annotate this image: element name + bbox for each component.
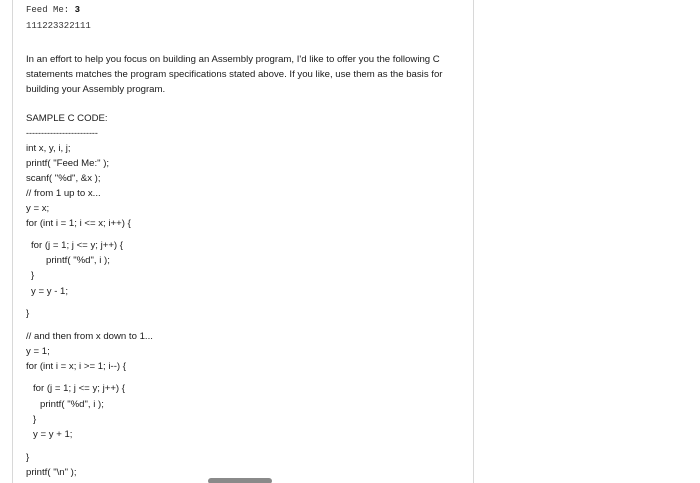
feed-me-value: 3 xyxy=(74,5,81,15)
code-line: printf( "%d", i ); xyxy=(46,255,110,266)
code-comment: // from 1 up to x... xyxy=(26,188,101,199)
divider-line: ------------------------ xyxy=(26,128,98,138)
code-line: } xyxy=(26,452,30,463)
code-line: int x, y, i, j; xyxy=(26,143,71,154)
code-line: printf( "Feed Me:" ); xyxy=(26,158,110,169)
code-line: printf( "\n" ); xyxy=(26,467,77,478)
code-line: for (int i = x; i >= 1; i--) { xyxy=(26,361,126,372)
code-line: for (j = 1; j <= y; j++) { xyxy=(33,383,125,394)
code-line: y = x; xyxy=(26,203,50,214)
code-line: } xyxy=(26,308,30,319)
code-line: y = 1; xyxy=(26,346,50,357)
code-line: y = y - 1; xyxy=(31,286,69,297)
code-line: for (j = 1; j <= y; j++) { xyxy=(31,240,123,251)
code-line: } xyxy=(31,270,35,281)
intro-paragraph: In an effort to help you focus on building an Assembly program, I'd like to offer you the following C statements matches the program specifications stated above. If you like, use them as the basis for building your Assembly program. xyxy=(26,54,443,95)
horizontal-scrollbar-thumb[interactable] xyxy=(208,478,272,483)
code-comment: // and then from x down to 1... xyxy=(26,331,153,342)
code-line: } xyxy=(33,414,37,425)
code-line: y = y + 1; xyxy=(33,429,73,440)
feed-me-label: Feed Me: xyxy=(26,5,70,15)
program-output: 111223322111 xyxy=(26,21,91,31)
feed-me-line xyxy=(26,5,80,15)
code-line: scanf( "%d", &x ); xyxy=(26,173,101,184)
code-line: for (int i = 1; i <= x; i++) { xyxy=(26,218,131,229)
sample-code-title: SAMPLE C CODE: xyxy=(26,113,108,124)
code-line: printf( "%d", i ); xyxy=(40,399,104,410)
